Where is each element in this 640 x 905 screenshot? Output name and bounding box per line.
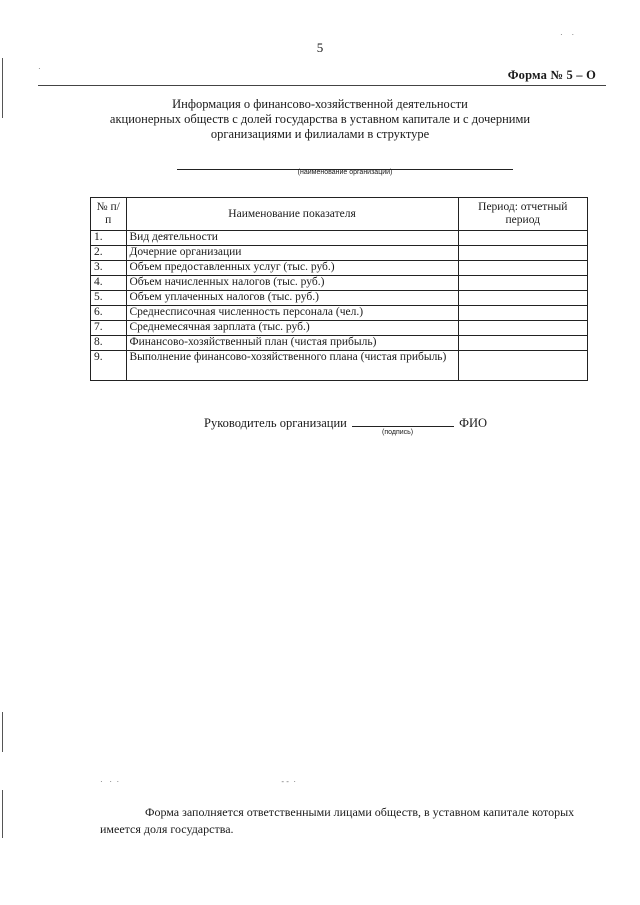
- page-number: 5: [316, 40, 324, 55]
- row-period-value[interactable]: [458, 321, 587, 336]
- row-indicator-name: Вид деятельности: [126, 231, 458, 246]
- table-row: [91, 321, 588, 336]
- title-line: Информация о финансово-хозяйственной деятельности: [172, 97, 468, 111]
- table-row: [91, 246, 588, 261]
- row-indicator-name: Выполнение финансово-хозяйственного плана (чистая прибыль): [126, 351, 458, 381]
- row-number: 7.: [91, 321, 127, 336]
- form-label: Форма № 5 – О: [507, 68, 596, 82]
- fio-label: ФИО: [459, 416, 488, 430]
- row-indicator-name: Объем предоставленных услуг (тыс. руб.): [126, 261, 458, 276]
- title-line: организациями и филиалами в структуре: [210, 127, 430, 141]
- scan-speck: · ·: [560, 30, 575, 39]
- header-number: № п/п: [91, 198, 127, 231]
- row-period-value[interactable]: [458, 336, 587, 351]
- row-indicator-name: Объем начисленных налогов (тыс. руб.): [126, 276, 458, 291]
- header-period: Период: отчетный период: [458, 198, 587, 231]
- table-row: [91, 351, 588, 381]
- document-title: [0, 97, 640, 142]
- table-row: [91, 261, 588, 276]
- row-period-value[interactable]: [458, 276, 587, 291]
- signature-row: [204, 415, 487, 431]
- row-indicator-name: Среднесписочная численность персонала (чел.): [126, 306, 458, 321]
- row-number: 9.: [91, 351, 127, 381]
- footnote: Форма заполняется ответственными лицами обществ, в уставном капитале которых имеется доля государства.: [100, 805, 575, 836]
- row-number: 1.: [91, 231, 127, 246]
- row-period-value[interactable]: [458, 246, 587, 261]
- row-period-value[interactable]: [458, 261, 587, 276]
- row-indicator-name: Объем уплаченных налогов (тыс. руб.): [126, 291, 458, 306]
- table-row: [91, 231, 588, 246]
- scan-artifact: [2, 790, 3, 838]
- organization-name-caption: (наименование организации): [297, 169, 393, 176]
- row-number: 5.: [91, 291, 127, 306]
- table-row: [91, 291, 588, 306]
- row-number: 6.: [91, 306, 127, 321]
- row-indicator-name: Финансово-хозяйственный план (чистая прибыль): [126, 336, 458, 351]
- signature-caption: (подпись): [382, 429, 414, 436]
- row-period-value[interactable]: [458, 291, 587, 306]
- signature-field[interactable]: [352, 415, 454, 427]
- title-line: акционерных обществ с долей государства в уставном капитале и с дочерними: [109, 112, 531, 126]
- row-number: 4.: [91, 276, 127, 291]
- row-number: 3.: [91, 261, 127, 276]
- signature-label: Руководитель организации: [204, 416, 347, 430]
- indicators-table: [90, 197, 588, 381]
- form-label-underline: [38, 85, 606, 86]
- row-number: 2.: [91, 246, 127, 261]
- row-period-value[interactable]: [458, 351, 587, 381]
- table-row: [91, 276, 588, 291]
- row-period-value[interactable]: [458, 231, 587, 246]
- header-indicator-name: Наименование показателя: [126, 198, 458, 231]
- scan-speck: ·: [38, 64, 41, 73]
- table-row: [91, 306, 588, 321]
- scan-speck: · · · ‑ ‑ ·: [100, 777, 297, 786]
- scan-artifact: [2, 712, 3, 752]
- table-header-row: [91, 198, 588, 231]
- row-number: 8.: [91, 336, 127, 351]
- row-period-value[interactable]: [458, 306, 587, 321]
- table-row: [91, 336, 588, 351]
- row-indicator-name: Дочерние организации: [126, 246, 458, 261]
- row-indicator-name: Среднемесячная зарплата (тыс. руб.): [126, 321, 458, 336]
